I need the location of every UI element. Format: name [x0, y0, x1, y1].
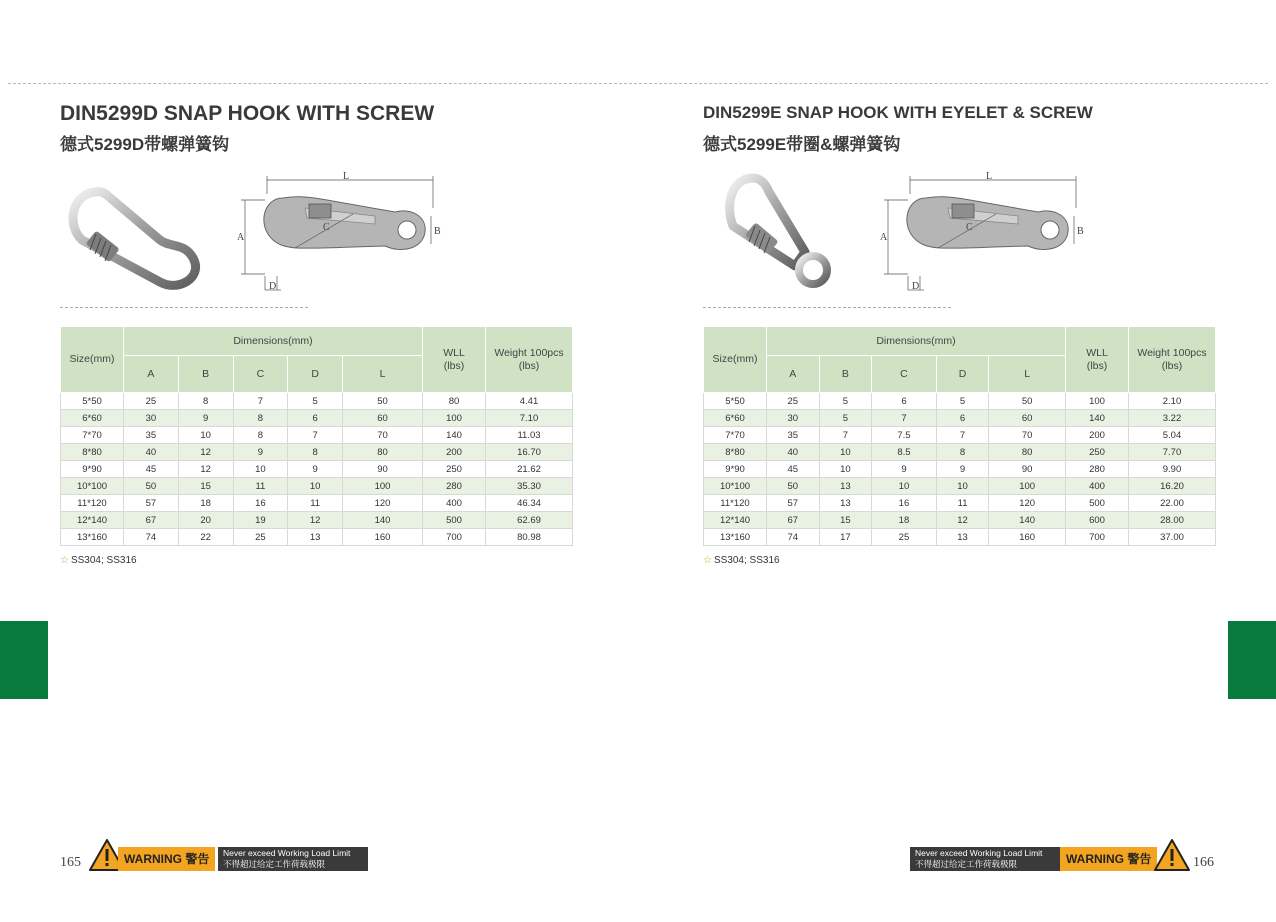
cell-c: 7 — [233, 393, 288, 410]
cell-size: 5*50 — [61, 393, 124, 410]
cell-d: 13 — [288, 529, 343, 546]
dim-label-height: A — [880, 232, 888, 243]
table-row — [704, 461, 1216, 478]
header-col-a: A — [124, 356, 179, 393]
table-row — [704, 478, 1216, 495]
page-subtitle-cn: 德式5299D带螺弹簧钩 — [60, 135, 230, 154]
header-dimensions: Dimensions(mm) — [124, 327, 423, 356]
cell-b: 13 — [819, 495, 872, 512]
cell-wll: 280 — [423, 478, 486, 495]
header-size: Size(mm) — [704, 327, 767, 393]
cell-a: 67 — [767, 512, 820, 529]
cell-c: 10 — [233, 461, 288, 478]
material-text: SS304; SS316 — [713, 555, 780, 566]
spec-table-left — [60, 326, 573, 546]
cell-a: 67 — [124, 512, 179, 529]
cell-wll: 500 — [1066, 495, 1129, 512]
warning-text-en: Never exceed Working Load Limit — [223, 848, 351, 858]
cell-d: 8 — [288, 444, 343, 461]
section-divider — [60, 307, 308, 308]
warning-label: WARNING 警告 — [118, 847, 215, 871]
cell-size: 11*120 — [61, 495, 124, 512]
cell-d: 10 — [288, 478, 343, 495]
header-weight: Weight 100pcs (lbs) — [1129, 327, 1216, 393]
dim-label-width: B — [434, 226, 441, 237]
cell-l: 80 — [343, 444, 423, 461]
cell-wll: 600 — [1066, 512, 1129, 529]
dim-label-gate: C — [966, 222, 973, 233]
warning-label: WARNING 警告 — [1060, 847, 1157, 871]
cell-wll: 200 — [423, 444, 486, 461]
cell-d: 12 — [288, 512, 343, 529]
cell-c: 8 — [233, 427, 288, 444]
snap-hook-photo — [60, 170, 210, 300]
cell-l: 160 — [989, 529, 1066, 546]
table-row — [61, 512, 573, 529]
table-row — [704, 444, 1216, 461]
cell-c: 6 — [872, 393, 937, 410]
cell-wll: 250 — [423, 461, 486, 478]
dimension-diagram — [878, 168, 1088, 296]
table-row — [704, 512, 1216, 529]
warning-text — [910, 847, 1060, 871]
cell-b: 10 — [178, 427, 233, 444]
cell-size: 12*140 — [61, 512, 124, 529]
cell-wll: 250 — [1066, 444, 1129, 461]
left-side-tab — [0, 621, 48, 699]
spec-table-right — [703, 326, 1216, 546]
cell-size: 11*120 — [704, 495, 767, 512]
dim-label-wire: D — [912, 281, 920, 292]
warning-text-en: Never exceed Working Load Limit — [915, 848, 1043, 858]
cell-weight: 62.69 — [486, 512, 573, 529]
cell-a: 35 — [767, 427, 820, 444]
cell-size: 6*60 — [61, 410, 124, 427]
cell-c: 25 — [233, 529, 288, 546]
cell-b: 9 — [178, 410, 233, 427]
cell-a: 57 — [767, 495, 820, 512]
header-col-b: B — [819, 356, 872, 393]
cell-size: 9*90 — [704, 461, 767, 478]
right-side-tab — [1228, 621, 1276, 699]
cell-weight: 35.30 — [486, 478, 573, 495]
table-row — [704, 427, 1216, 444]
material-note — [703, 555, 780, 566]
star-icon: ☆ — [703, 555, 712, 566]
cell-l: 70 — [989, 427, 1066, 444]
cell-size: 10*100 — [704, 478, 767, 495]
warning-banner-right — [910, 838, 1190, 872]
cell-l: 100 — [343, 478, 423, 495]
table-row — [61, 427, 573, 444]
cell-weight: 28.00 — [1129, 512, 1216, 529]
cell-c: 19 — [233, 512, 288, 529]
header-col-l: L — [343, 356, 423, 393]
cell-wll: 280 — [1066, 461, 1129, 478]
cell-d: 7 — [288, 427, 343, 444]
header-col-c: C — [872, 356, 937, 393]
cell-l: 70 — [343, 427, 423, 444]
header-wll: WLL (lbs) — [423, 327, 486, 393]
cell-c: 11 — [233, 478, 288, 495]
cell-weight: 11.03 — [486, 427, 573, 444]
header-wll: WLL (lbs) — [1066, 327, 1129, 393]
dim-label-height: A — [237, 232, 245, 243]
dim-label-gate: C — [323, 222, 330, 233]
dim-label-length: L — [986, 171, 993, 182]
cell-d: 5 — [936, 393, 989, 410]
cell-c: 16 — [872, 495, 937, 512]
page-number-right: 166 — [1193, 855, 1214, 870]
cell-d: 9 — [288, 461, 343, 478]
cell-wll: 400 — [423, 495, 486, 512]
cell-wll: 140 — [423, 427, 486, 444]
cell-weight: 7.10 — [486, 410, 573, 427]
dimension-diagram — [235, 168, 445, 296]
cell-c: 7 — [872, 410, 937, 427]
cell-d: 11 — [288, 495, 343, 512]
header-col-l: L — [989, 356, 1066, 393]
table-row — [61, 529, 573, 546]
cell-size: 10*100 — [61, 478, 124, 495]
cell-size: 8*80 — [61, 444, 124, 461]
cell-size: 13*160 — [704, 529, 767, 546]
warning-banner-left — [88, 838, 368, 872]
cell-b: 22 — [178, 529, 233, 546]
cell-weight: 16.20 — [1129, 478, 1216, 495]
cell-c: 25 — [872, 529, 937, 546]
header-col-d: D — [288, 356, 343, 393]
cell-weight: 5.04 — [1129, 427, 1216, 444]
cell-a: 50 — [124, 478, 179, 495]
cell-l: 160 — [343, 529, 423, 546]
cell-l: 120 — [343, 495, 423, 512]
warning-triangle-icon — [1153, 838, 1191, 872]
cell-wll: 400 — [1066, 478, 1129, 495]
cell-c: 18 — [872, 512, 937, 529]
table-row — [61, 461, 573, 478]
cell-wll: 500 — [423, 512, 486, 529]
material-note — [60, 555, 137, 566]
cell-size: 9*90 — [61, 461, 124, 478]
header-size: Size(mm) — [61, 327, 124, 393]
header-col-a: A — [767, 356, 820, 393]
right-page — [703, 0, 1218, 922]
page-title: DIN5299D SNAP HOOK WITH SCREW — [60, 102, 435, 125]
cell-d: 8 — [936, 444, 989, 461]
cell-size: 12*140 — [704, 512, 767, 529]
dim-label-width: B — [1077, 226, 1084, 237]
cell-c: 7.5 — [872, 427, 937, 444]
cell-weight: 7.70 — [1129, 444, 1216, 461]
page-title: DIN5299E SNAP HOOK WITH EYELET & SCREW — [703, 103, 1093, 122]
cell-b: 12 — [178, 444, 233, 461]
cell-weight: 4.41 — [486, 393, 573, 410]
cell-l: 50 — [989, 393, 1066, 410]
cell-weight: 80.98 — [486, 529, 573, 546]
cell-b: 5 — [819, 410, 872, 427]
warning-text — [218, 847, 368, 871]
table-row — [61, 495, 573, 512]
cell-weight: 9.90 — [1129, 461, 1216, 478]
header-col-c: C — [233, 356, 288, 393]
cell-weight: 22.00 — [1129, 495, 1216, 512]
warning-text-cn: 不得超过给定工作荷载极限 — [223, 859, 326, 869]
cell-d: 5 — [288, 393, 343, 410]
cell-wll: 100 — [1066, 393, 1129, 410]
cell-d: 10 — [936, 478, 989, 495]
table-row — [61, 410, 573, 427]
warning-text-cn: 不得超过给定工作荷载极限 — [915, 859, 1018, 869]
cell-b: 20 — [178, 512, 233, 529]
cell-d: 9 — [936, 461, 989, 478]
cell-weight: 16.70 — [486, 444, 573, 461]
table-row — [61, 478, 573, 495]
cell-a: 45 — [767, 461, 820, 478]
table-row — [704, 529, 1216, 546]
cell-c: 8 — [233, 410, 288, 427]
cell-size: 13*160 — [61, 529, 124, 546]
cell-b: 10 — [819, 461, 872, 478]
table-row — [61, 393, 573, 410]
cell-a: 57 — [124, 495, 179, 512]
cell-a: 35 — [124, 427, 179, 444]
cell-b: 13 — [819, 478, 872, 495]
cell-b: 18 — [178, 495, 233, 512]
cell-c: 8.5 — [872, 444, 937, 461]
table-row — [704, 393, 1216, 410]
cell-b: 10 — [819, 444, 872, 461]
cell-a: 45 — [124, 461, 179, 478]
cell-c: 16 — [233, 495, 288, 512]
cell-d: 7 — [936, 427, 989, 444]
cell-d: 6 — [936, 410, 989, 427]
cell-weight: 3.22 — [1129, 410, 1216, 427]
cell-size: 7*70 — [704, 427, 767, 444]
cell-weight: 21.62 — [486, 461, 573, 478]
cell-l: 60 — [343, 410, 423, 427]
cell-b: 15 — [819, 512, 872, 529]
cell-size: 8*80 — [704, 444, 767, 461]
table-row — [704, 410, 1216, 427]
cell-l: 140 — [343, 512, 423, 529]
cell-weight: 46.34 — [486, 495, 573, 512]
material-text: SS304; SS316 — [70, 555, 137, 566]
cell-a: 74 — [124, 529, 179, 546]
cell-d: 12 — [936, 512, 989, 529]
cell-wll: 80 — [423, 393, 486, 410]
cell-wll: 100 — [423, 410, 486, 427]
cell-l: 100 — [989, 478, 1066, 495]
section-divider — [703, 307, 951, 308]
cell-a: 50 — [767, 478, 820, 495]
star-icon: ☆ — [60, 555, 69, 566]
cell-c: 9 — [233, 444, 288, 461]
cell-c: 10 — [872, 478, 937, 495]
cell-b: 5 — [819, 393, 872, 410]
cell-wll: 700 — [423, 529, 486, 546]
cell-a: 30 — [767, 410, 820, 427]
dim-label-wire: D — [269, 281, 277, 292]
page-subtitle-cn: 德式5299E带圈&螺弹簧钩 — [703, 135, 901, 154]
cell-a: 40 — [767, 444, 820, 461]
cell-b: 12 — [178, 461, 233, 478]
cell-l: 90 — [989, 461, 1066, 478]
cell-l: 50 — [343, 393, 423, 410]
cell-size: 6*60 — [704, 410, 767, 427]
left-page — [60, 0, 575, 922]
cell-l: 60 — [989, 410, 1066, 427]
header-weight: Weight 100pcs (lbs) — [486, 327, 573, 393]
cell-d: 13 — [936, 529, 989, 546]
cell-a: 40 — [124, 444, 179, 461]
cell-weight: 2.10 — [1129, 393, 1216, 410]
table-row — [61, 444, 573, 461]
snap-hook-eyelet-photo — [703, 170, 853, 300]
cell-wll: 140 — [1066, 410, 1129, 427]
header-dimensions: Dimensions(mm) — [767, 327, 1066, 356]
header-col-d: D — [936, 356, 989, 393]
header-col-b: B — [178, 356, 233, 393]
cell-l: 120 — [989, 495, 1066, 512]
cell-size: 7*70 — [61, 427, 124, 444]
cell-c: 9 — [872, 461, 937, 478]
dim-label-length: L — [343, 171, 350, 182]
cell-d: 11 — [936, 495, 989, 512]
cell-l: 80 — [989, 444, 1066, 461]
page-number-left: 165 — [60, 855, 81, 870]
cell-a: 30 — [124, 410, 179, 427]
cell-d: 6 — [288, 410, 343, 427]
cell-l: 140 — [989, 512, 1066, 529]
table-row — [704, 495, 1216, 512]
cell-weight: 37.00 — [1129, 529, 1216, 546]
cell-a: 25 — [124, 393, 179, 410]
cell-a: 74 — [767, 529, 820, 546]
cell-wll: 200 — [1066, 427, 1129, 444]
cell-size: 5*50 — [704, 393, 767, 410]
cell-l: 90 — [343, 461, 423, 478]
cell-b: 15 — [178, 478, 233, 495]
cell-a: 25 — [767, 393, 820, 410]
cell-b: 8 — [178, 393, 233, 410]
cell-b: 17 — [819, 529, 872, 546]
cell-wll: 700 — [1066, 529, 1129, 546]
cell-b: 7 — [819, 427, 872, 444]
